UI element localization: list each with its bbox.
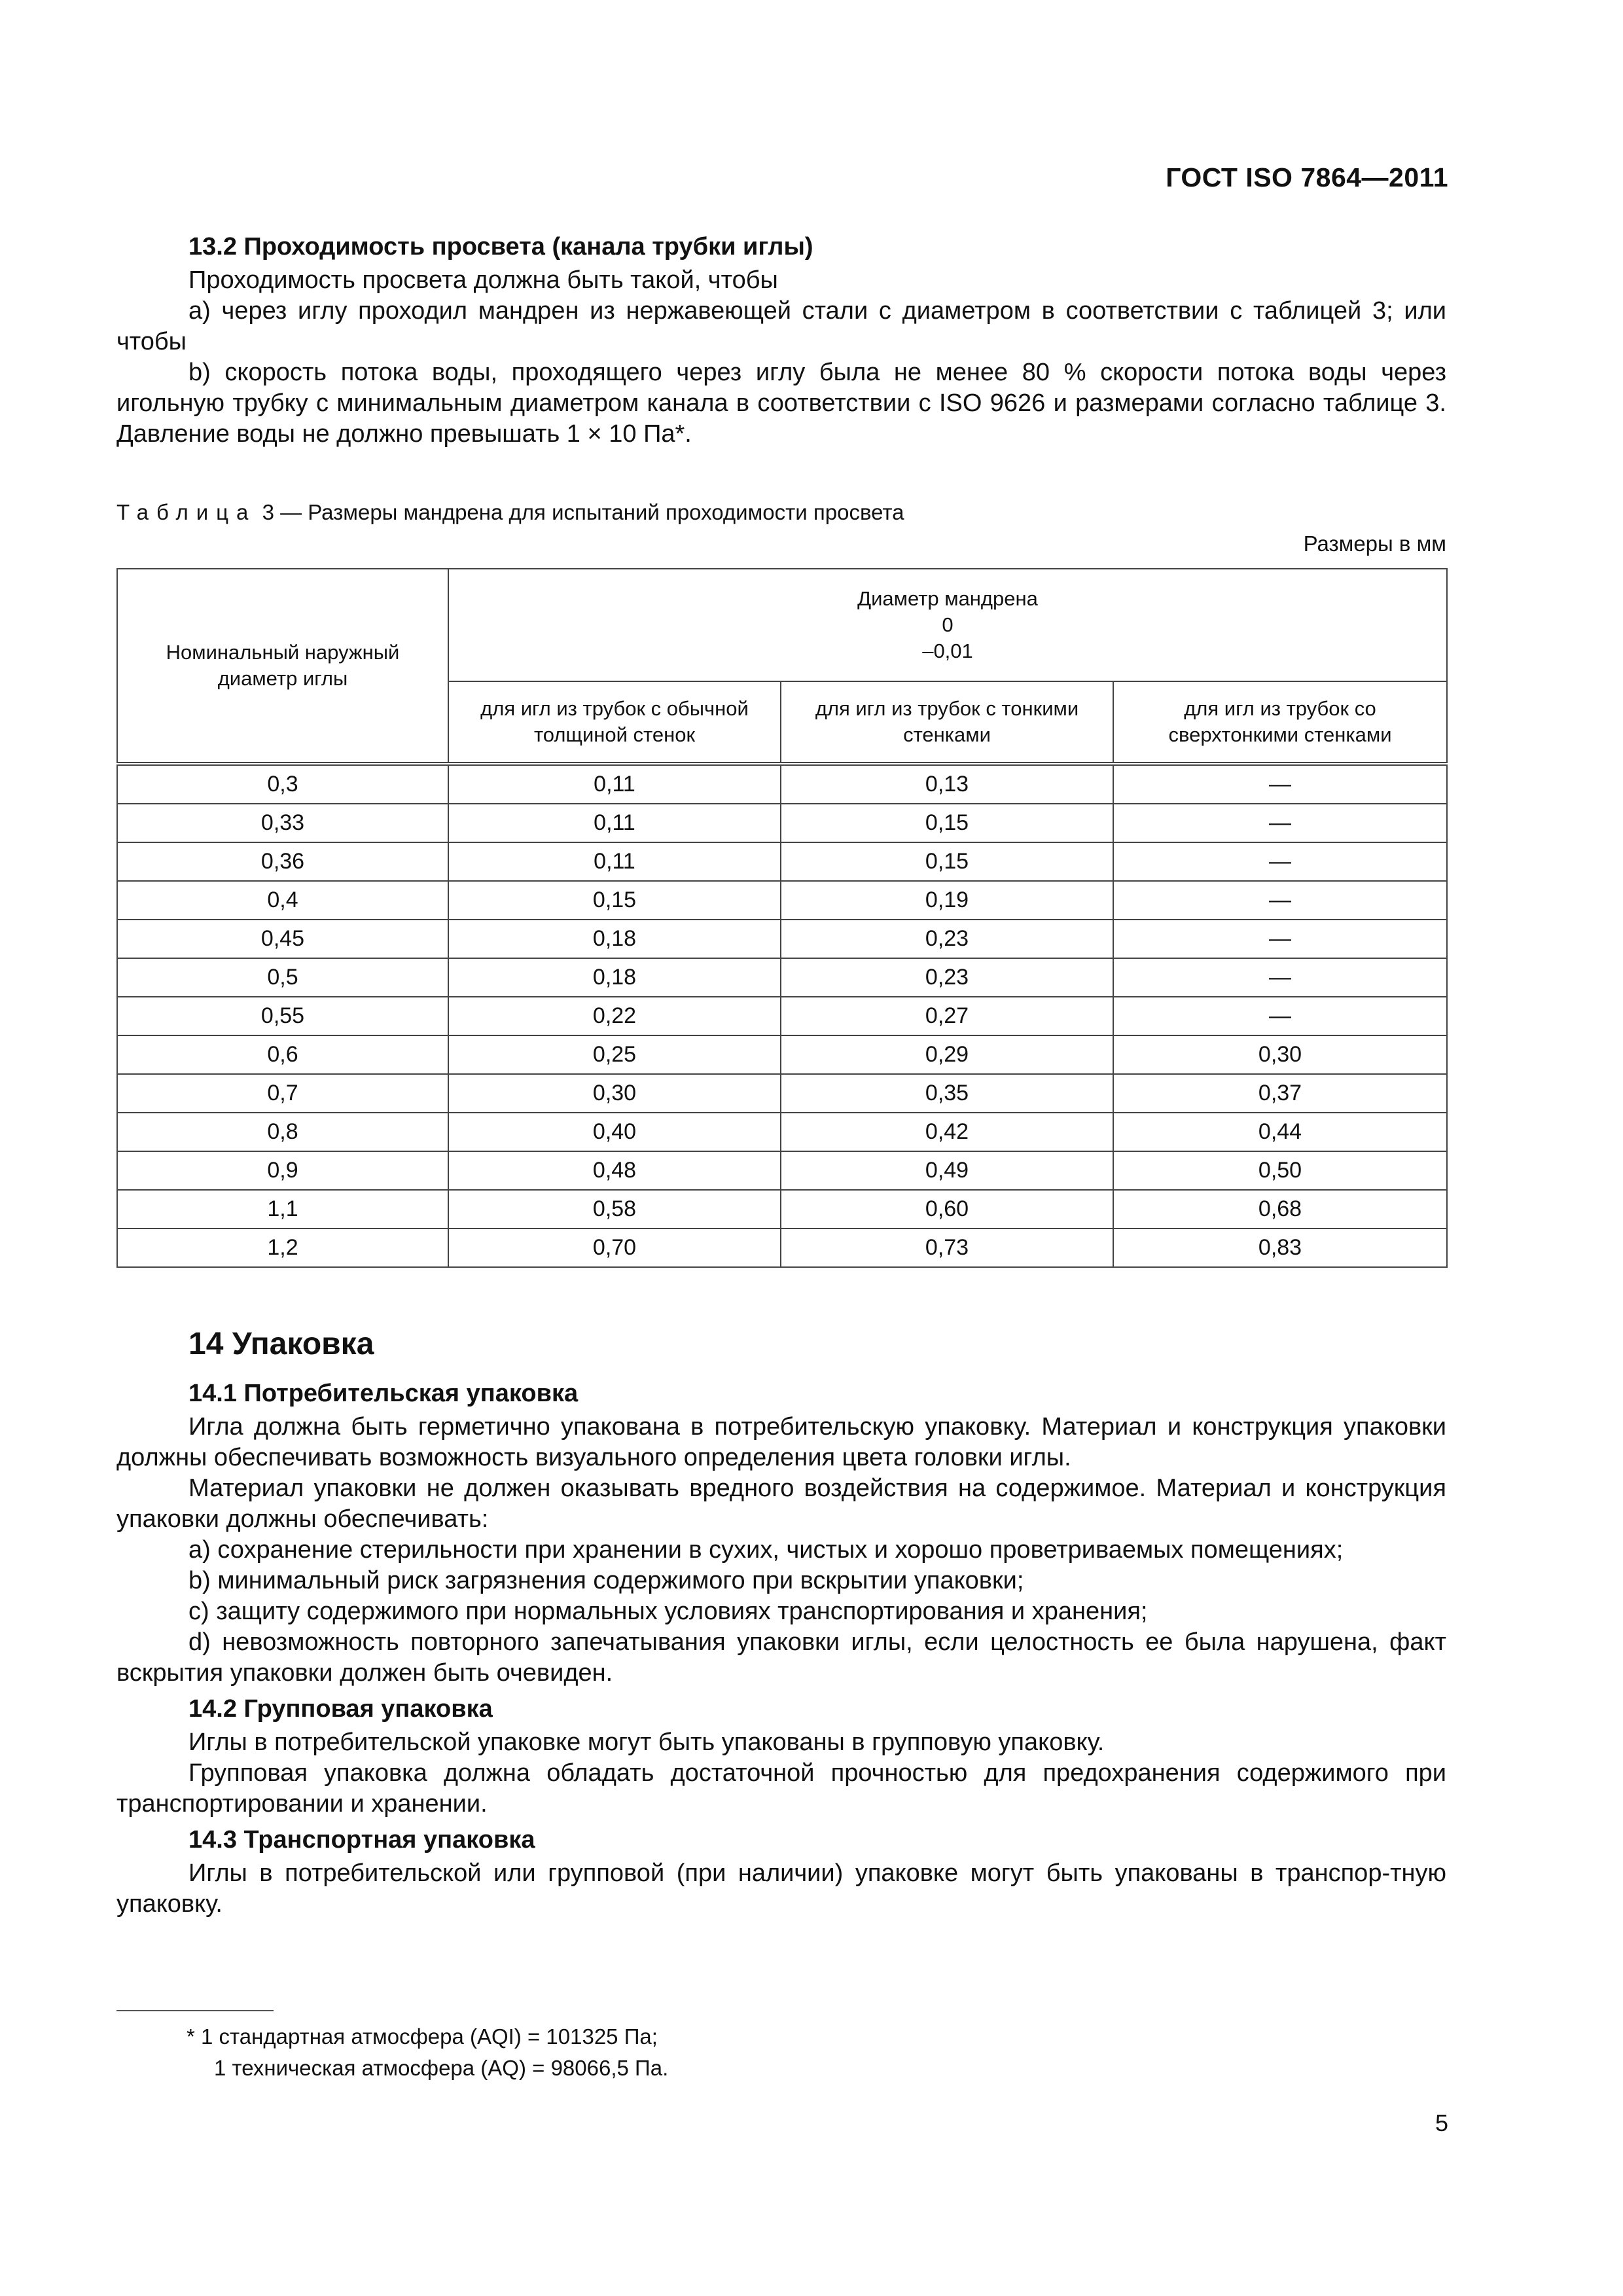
table-cell: 0,7 [117, 1074, 448, 1113]
table-subheader-extra-thin-wall: для игл из трубок со сверхтонкими стенками [1113, 681, 1447, 764]
table-cell: 1,2 [117, 1229, 448, 1267]
table-row [117, 804, 1447, 842]
table-cell: — [1113, 997, 1447, 1035]
table-cell: 0,68 [1113, 1190, 1447, 1229]
table-cell: — [1113, 764, 1447, 804]
table-cell: — [1113, 804, 1447, 842]
table-header-tolerance-upper: 0 [942, 613, 954, 636]
section-14-heading: 14 Упаковка [188, 1327, 374, 1361]
footnote-line-1: * 1 стандартная атмосфера (AQI) = 101325 Па; [187, 2024, 658, 2049]
table-cell: 0,29 [781, 1035, 1113, 1074]
section-14-1-heading: 14.1 Потребительская упаковка [188, 1380, 579, 1407]
table-header-nominal-diameter: Номинальный наружный диаметр иглы [117, 569, 448, 764]
section-13-2-intro: Проходимость просвета должна быть такой, чтобы [188, 266, 778, 294]
table-cell: 0,5 [117, 958, 448, 997]
section-14-1-item-c: c) защиту содержимого при нормальных условиях транспортирования и хранения; [188, 1598, 1148, 1625]
table-cell: 0,4 [117, 881, 448, 920]
table-subheader-regular-wall: для игл из трубок с обычной толщиной стенок [448, 681, 781, 764]
table-cell: 0,15 [448, 881, 781, 920]
table-cell: 0,44 [1113, 1113, 1447, 1151]
table-cell: 0,3 [117, 764, 448, 804]
footnote-divider [116, 2010, 274, 2011]
table-cell: 0,8 [117, 1113, 448, 1151]
section-13-2-item-a: a) через иглу проходил мандрен из нержавеющей стали с диаметром в соответствии с таблицей 3; или чтобы [116, 297, 1446, 355]
table-cell: 0,73 [781, 1229, 1113, 1267]
section-14 [116, 1325, 1446, 1920]
section-14-1-item-b: b) минимальный риск загрязнения содержимого при вскрытии упаковки; [188, 1567, 1024, 1594]
section-13-2-item-b: b) скорость потока воды, проходящего через иглу была не менее 80 % скорости потока воды через игольную трубку с минимальным диаметром канала в соответствии с ISO 9626 и размерами согласно таблице 3. Давление воды не должно превышать 1 × 10 Па*. [116, 359, 1446, 448]
table-cell: 0,49 [781, 1151, 1113, 1190]
table-cell: 0,19 [781, 881, 1113, 920]
table-row [117, 920, 1447, 958]
table-cell: 0,15 [781, 804, 1113, 842]
table-cell: 0,48 [448, 1151, 781, 1190]
table-3-caption [116, 499, 1446, 526]
table-cell: 0,11 [448, 804, 781, 842]
table-cell: 0,37 [1113, 1074, 1447, 1113]
table-cell: 0,9 [117, 1151, 448, 1190]
footnote [187, 2021, 668, 2084]
table-3-caption-label: Таблица [116, 500, 257, 524]
table-cell: 0,55 [117, 997, 448, 1035]
table-row [117, 764, 1447, 804]
table-header-tolerance-lower: –0,01 [922, 639, 973, 662]
page-number: 5 [1435, 2109, 1448, 2136]
section-14-1-item-a: a) сохранение стерильности при хранении в сухих, чистых и хорошо проветриваемых помещениях; [188, 1536, 1344, 1564]
table-cell: 0,15 [781, 842, 1113, 881]
table-row [117, 1035, 1447, 1074]
section-14-2-p2: Групповая упаковка должна обладать достаточной прочностью для предохранения содержимого при транспортировании и хранении. [116, 1759, 1446, 1818]
table-row [117, 1229, 1447, 1267]
table-3-caption-block [116, 499, 1446, 558]
table-cell: — [1113, 842, 1447, 881]
table-cell: 0,23 [781, 958, 1113, 997]
table-cell: 0,45 [117, 920, 448, 958]
table-cell: 0,58 [448, 1190, 781, 1229]
table-row [117, 1113, 1447, 1151]
table-cell: 0,22 [448, 997, 781, 1035]
section-14-1-item-d: d) невозможность повторного запечатывания упаковки иглы, если целостность ее была нарушена, факт вскрытия упаковки должен быть очевиден. [116, 1628, 1446, 1687]
table-cell: 0,23 [781, 920, 1113, 958]
table-row [117, 958, 1447, 997]
table-cell: 0,42 [781, 1113, 1113, 1151]
table-cell: 0,11 [448, 842, 781, 881]
table-cell: 0,83 [1113, 1229, 1447, 1267]
table-cell: 0,30 [448, 1074, 781, 1113]
table-cell: — [1113, 920, 1447, 958]
table-header-mandrel-label: Диаметр мандрена [857, 587, 1038, 610]
table-header-mandrel-diameter [448, 569, 1447, 681]
table-row [117, 842, 1447, 881]
table-cell: 1,1 [117, 1190, 448, 1229]
table-row [117, 997, 1447, 1035]
table-row [117, 881, 1447, 920]
table-cell: 0,11 [448, 764, 781, 804]
table-3-caption-text: 3 — Размеры мандрена для испытаний проходимости просвета [262, 500, 904, 524]
table-row [117, 1074, 1447, 1113]
section-14-3-p1: Иглы в потребительской или групповой (при наличии) упаковке могут быть упакованы в транспор-тную упаковку. [116, 1859, 1446, 1918]
table-cell: — [1113, 958, 1447, 997]
table-cell: 0,50 [1113, 1151, 1447, 1190]
table-subheader-thin-wall: для игл из трубок с тонкими стенками [781, 681, 1113, 764]
section-14-2-p1: Иглы в потребительской упаковке могут быть упакованы в групповую упаковку. [188, 1729, 1105, 1756]
section-14-3-heading: 14.3 Транспортная упаковка [188, 1826, 535, 1854]
table-cell: 0,40 [448, 1113, 781, 1151]
table-cell: — [1113, 881, 1447, 920]
table-cell: 0,33 [117, 804, 448, 842]
table-cell: 0,35 [781, 1074, 1113, 1113]
table-cell: 0,27 [781, 997, 1113, 1035]
table-cell: 0,36 [117, 842, 448, 881]
table-3-units: Размеры в мм [1303, 531, 1446, 556]
table-cell: 0,60 [781, 1190, 1113, 1229]
table-cell: 0,30 [1113, 1035, 1447, 1074]
table-row [117, 1151, 1447, 1190]
section-14-2-heading: 14.2 Групповая упаковка [188, 1695, 493, 1723]
section-14-1-p1: Игла должна быть герметично упакована в потребительскую упаковку. Материал и конструкция упаковки должны обеспечивать возможность визуального определения цвета головки иглы. [116, 1413, 1446, 1471]
table-3 [116, 568, 1448, 1268]
table-cell: 0,70 [448, 1229, 781, 1267]
table-cell: 0,25 [448, 1035, 781, 1074]
footnote-line-2: 1 техническая атмосфера (AQ) = 98066,5 Па. [214, 2056, 669, 2080]
table-row [117, 1190, 1447, 1229]
table-cell: 0,18 [448, 920, 781, 958]
section-13-2 [116, 232, 1446, 450]
table-cell: 0,18 [448, 958, 781, 997]
standard-code: ГОСТ ISO 7864—2011 [1166, 162, 1448, 192]
table-cell: 0,13 [781, 764, 1113, 804]
section-14-1-p2: Материал упаковки не должен оказывать вредного воздействия на содержимое. Материал и конструкция упаковки должны обеспечивать: [116, 1475, 1446, 1533]
section-13-2-heading: 13.2 Проходимость просвета (канала трубки иглы) [188, 233, 813, 260]
table-cell: 0,6 [117, 1035, 448, 1074]
table-3-wrapper [116, 568, 1446, 1268]
